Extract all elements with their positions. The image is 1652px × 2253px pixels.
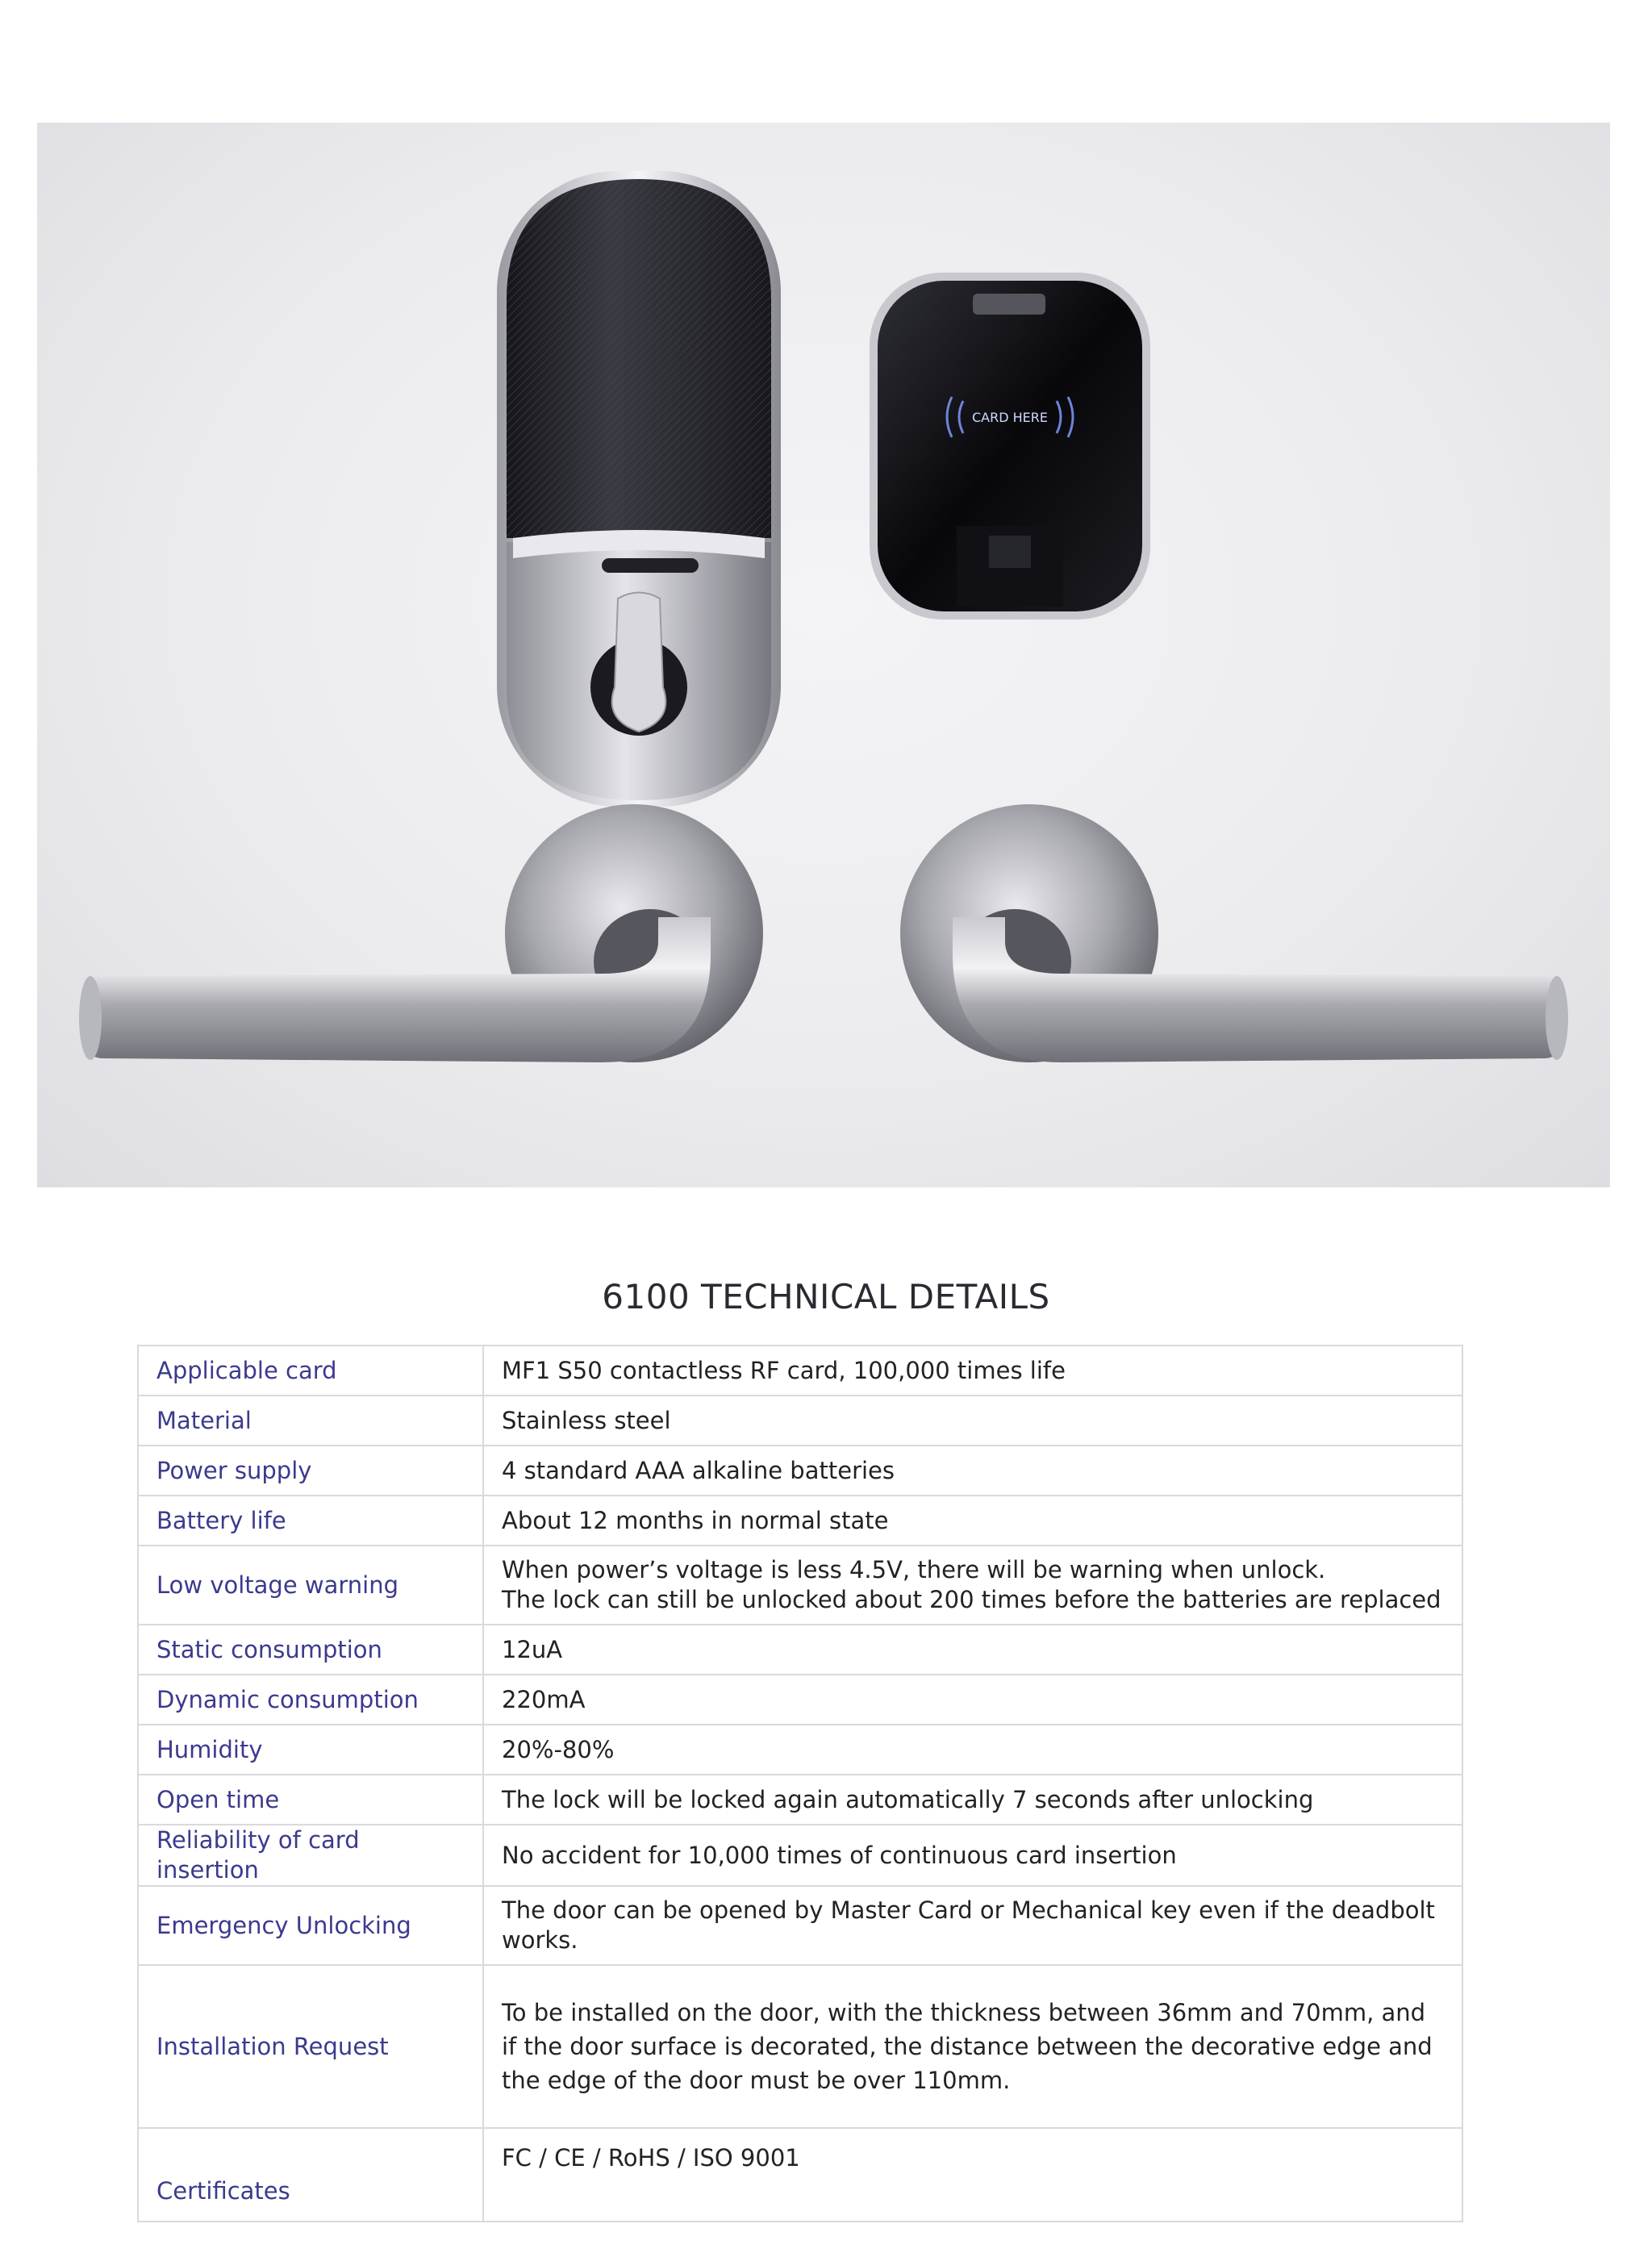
card-reader <box>870 273 1150 620</box>
product-photo <box>37 123 1610 1187</box>
spec-value: MF1 S50 contactless RF card, 100,000 times life <box>483 1346 1462 1396</box>
table-row <box>138 1625 1462 1675</box>
table-row <box>138 1546 1462 1625</box>
spec-label: Material <box>138 1396 483 1446</box>
table-row <box>138 1825 1462 1886</box>
left-lever-handle <box>79 804 763 1062</box>
spec-value: 12uA <box>483 1625 1462 1675</box>
spec-value: 220mA <box>483 1675 1462 1725</box>
spec-value-line: When power’s voltage is less 4.5V, there will be warning when unlock. <box>502 1556 1326 1583</box>
table-row <box>138 1725 1462 1775</box>
table-row <box>138 1675 1462 1725</box>
spec-label: Installation Request <box>138 1965 483 2128</box>
table-row <box>138 1396 1462 1446</box>
table-row <box>138 1886 1462 1965</box>
right-lever-handle <box>900 804 1568 1062</box>
spec-value: 4 standard AAA alkaline batteries <box>483 1446 1462 1496</box>
table-row <box>138 1496 1462 1546</box>
lock-body <box>497 171 781 807</box>
spec-value: FC / CE / RoHS / ISO 9001 <box>483 2128 1462 2222</box>
spec-value: About 12 months in normal state <box>483 1496 1462 1546</box>
spec-value: Stainless steel <box>483 1396 1462 1446</box>
spec-label: Reliability of card insertion <box>138 1825 483 1886</box>
spec-value <box>483 1546 1462 1625</box>
spec-value: No accident for 10,000 times of continuous card insertion <box>483 1825 1462 1886</box>
spec-label: Power supply <box>138 1446 483 1496</box>
card-reader-label: CARD HERE <box>971 410 1049 425</box>
spec-label: Dynamic consumption <box>138 1675 483 1725</box>
table-row <box>138 2128 1462 2222</box>
table-row <box>138 1346 1462 1396</box>
table-row <box>138 1965 1462 2128</box>
spec-label: Open time <box>138 1775 483 1825</box>
technical-details-table <box>137 1345 1463 2222</box>
spec-value: 20%-80% <box>483 1725 1462 1775</box>
spec-label: Low voltage warning <box>138 1546 483 1625</box>
spec-label: Certificates <box>138 2128 483 2222</box>
spec-label: Emergency Unlocking <box>138 1886 483 1965</box>
spec-value: To be installed on the door, with the thickness between 36mm and 70mm, and if the door surface is decorated, the distance between the decorative edge and the edge of the door must be over 110mm. <box>483 1965 1462 2128</box>
table-row <box>138 1446 1462 1496</box>
spec-value-line: The lock can still be unlocked about 200 times before the batteries are replaced <box>502 1586 1441 1613</box>
table-row <box>138 1775 1462 1825</box>
spec-label: Battery life <box>138 1496 483 1546</box>
spec-value: The door can be opened by Master Card or Mechanical key even if the deadbolt works. <box>483 1886 1462 1965</box>
spec-label: Applicable card <box>138 1346 483 1396</box>
spec-value: The lock will be locked again automatically 7 seconds after unlocking <box>483 1775 1462 1825</box>
page-title: 6100 TECHNICAL DETAILS <box>602 1277 1050 1316</box>
spec-label: Static consumption <box>138 1625 483 1675</box>
door-lock-illustration <box>37 123 1610 1187</box>
spec-label: Humidity <box>138 1725 483 1775</box>
